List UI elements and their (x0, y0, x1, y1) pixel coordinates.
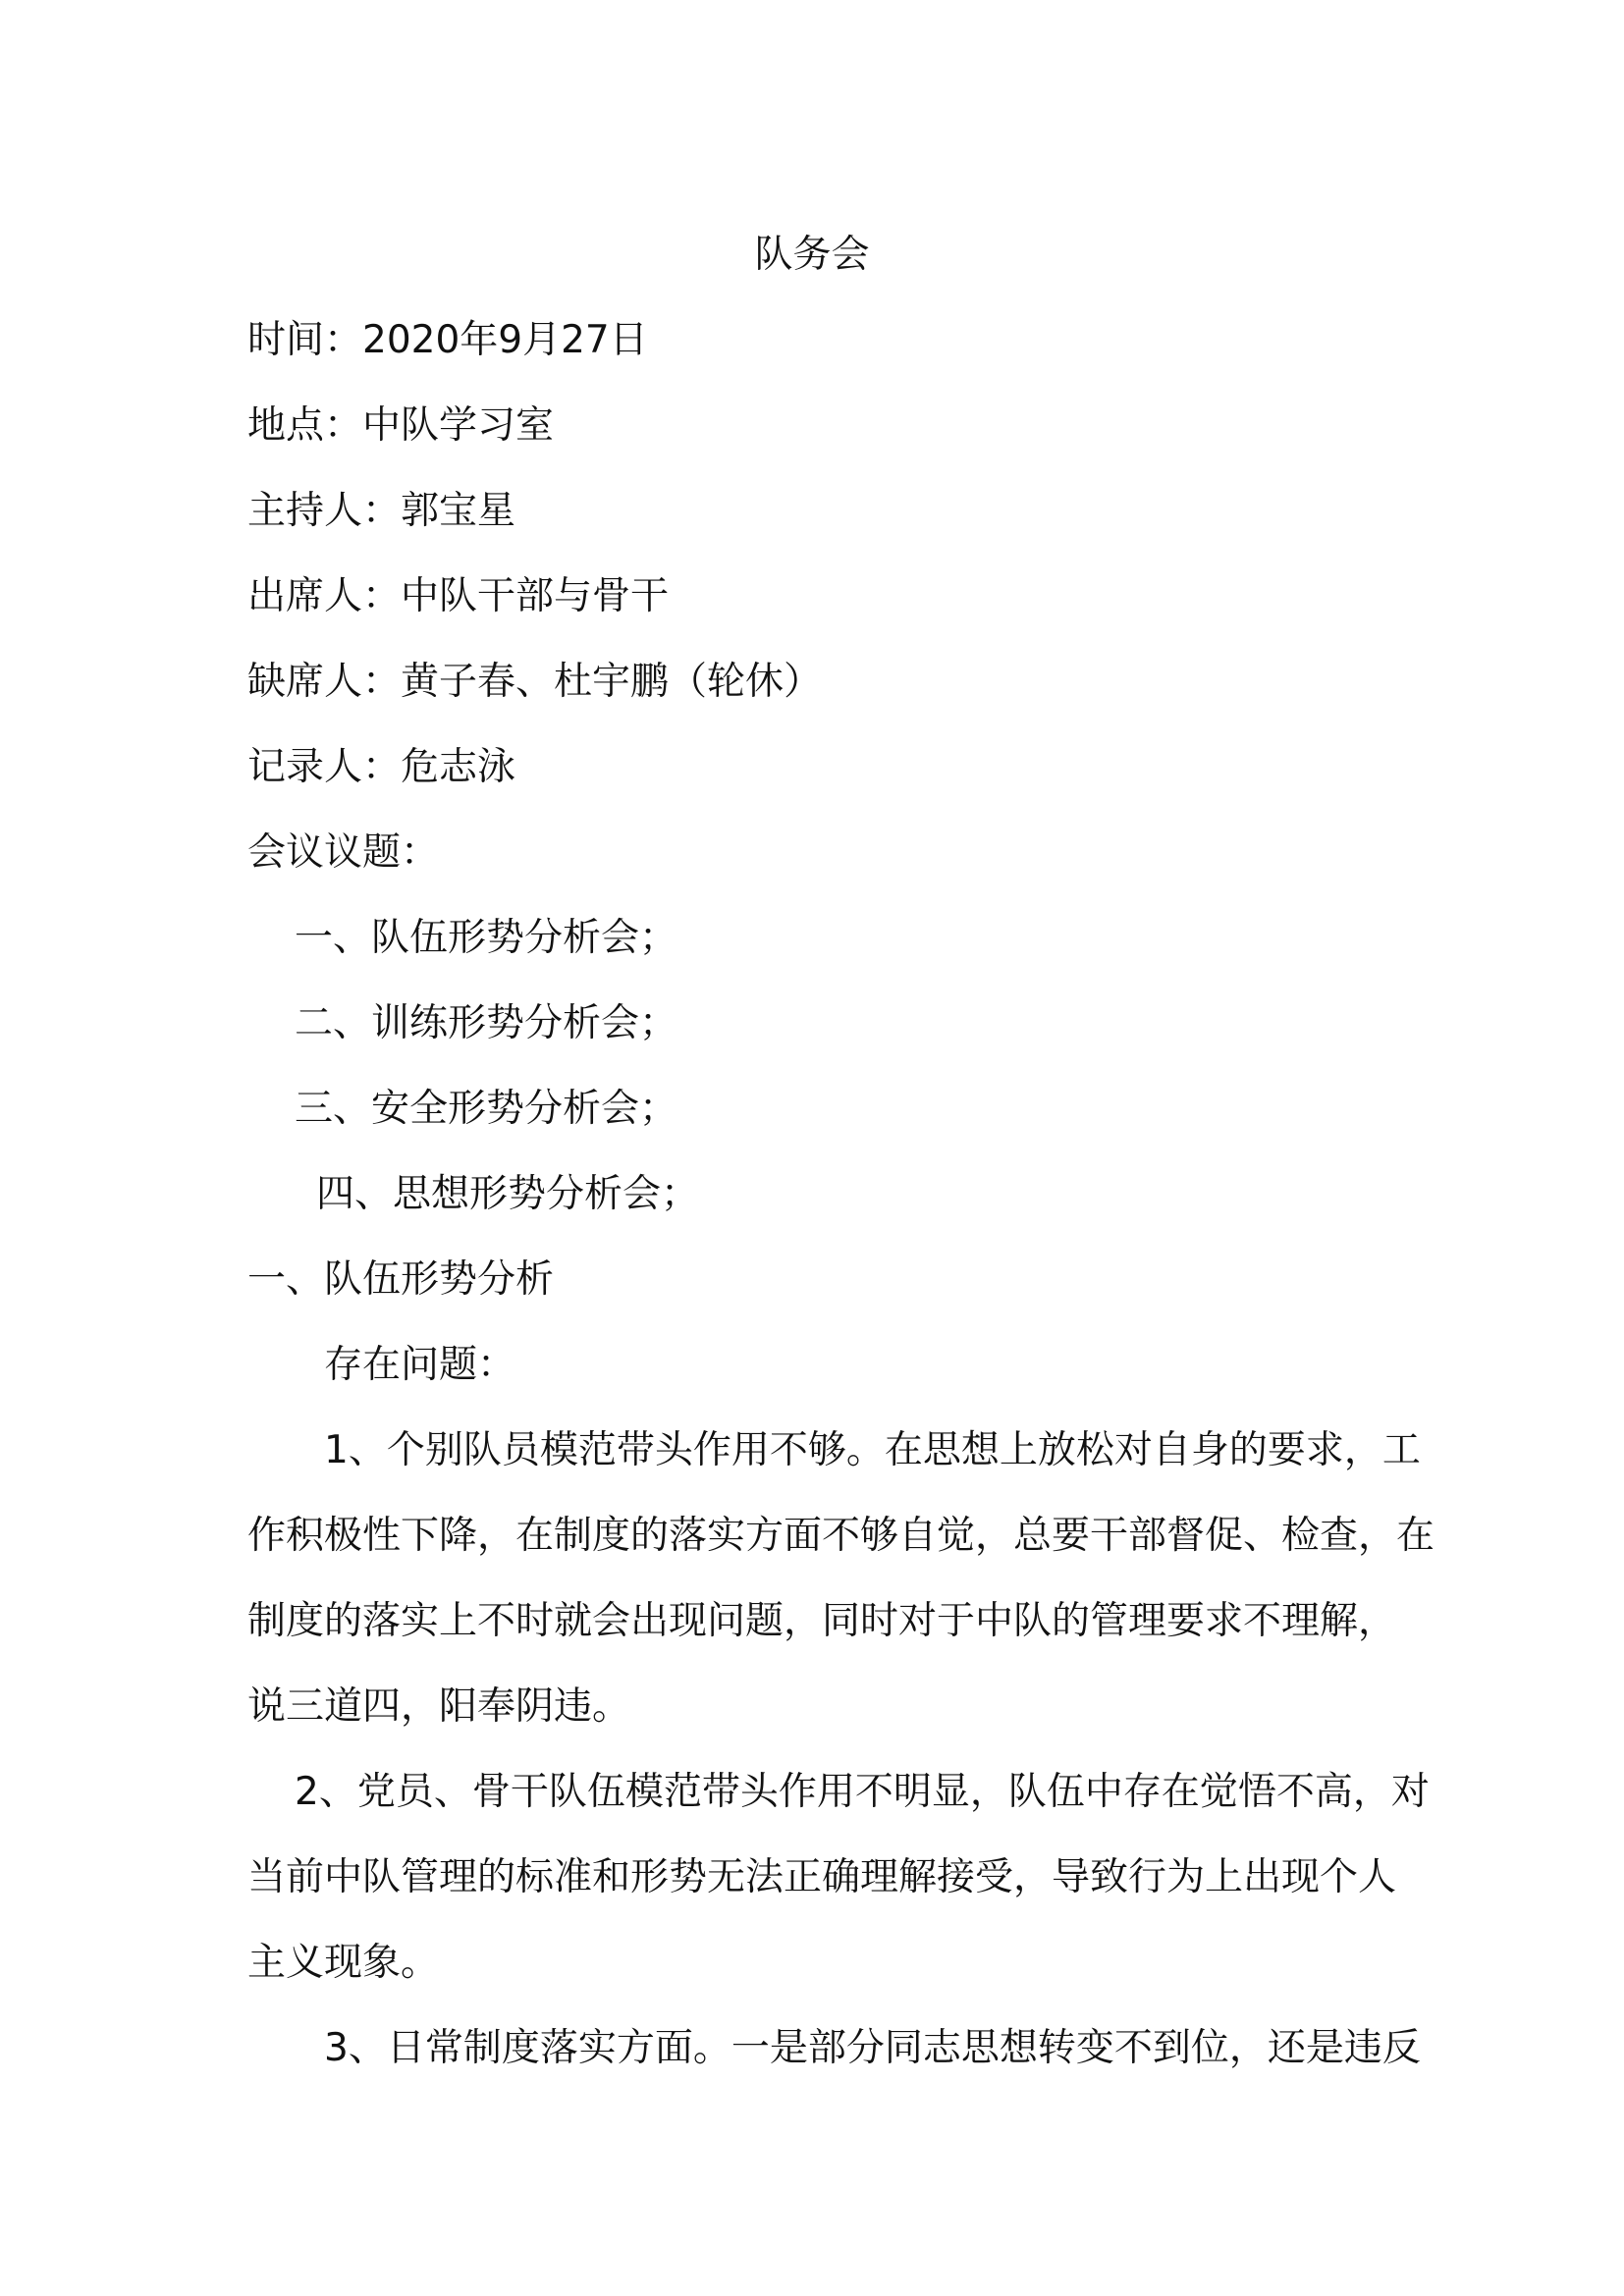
meta-time: 时间：2020年9月27日 (247, 318, 648, 362)
meta-place: 地点：中队学习室 (247, 403, 555, 448)
agenda-item: 一、队伍形势分析会； (295, 916, 678, 960)
document-title: 队务会 (754, 233, 870, 277)
meta-attendees: 出席人：中队干部与骨干 (247, 574, 670, 618)
paragraph-line: 3、日常制度落实方面。一是部分同志思想转变不到位，还是违反 (324, 2026, 1421, 2070)
paragraph-line: 作积极性下降，在制度的落实方面不够自觉，总要干部督促、检查，在 (247, 1514, 1435, 1558)
agenda-item: 四、思想形势分析会； (316, 1172, 700, 1216)
agenda-item: 三、安全形势分析会； (295, 1087, 678, 1131)
paragraph-line: 主义现象。 (247, 1941, 440, 1985)
meta-absentees: 缺席人：黄子春、杜宇鹏（轮休） (247, 660, 823, 704)
section-heading: 一、队伍形势分析 (247, 1257, 555, 1302)
agenda-label: 会议议题： (247, 830, 440, 875)
paragraph-line: 制度的落实上不时就会出现问题，同时对于中队的管理要求不理解， (247, 1599, 1397, 1643)
paragraph-line: 说三道四，阳奉阴违。 (247, 1684, 631, 1729)
problems-label: 存在问题： (324, 1343, 516, 1387)
agenda-item: 二、训练形势分析会； (295, 1001, 678, 1045)
paragraph-line: 当前中队管理的标准和形势无法正确理解接受，导致行为上出现个人 (247, 1855, 1397, 1899)
paragraph-line: 2、党员、骨干队伍模范带头作用不明显，队伍中存在觉悟不高，对 (295, 1770, 1430, 1814)
meta-recorder: 记录人：危志泳 (247, 745, 516, 789)
paragraph-line: 1、个别队员模范带头作用不够。在思想上放松对自身的要求，工 (324, 1428, 1421, 1472)
meta-host: 主持人：郭宝星 (247, 489, 516, 533)
